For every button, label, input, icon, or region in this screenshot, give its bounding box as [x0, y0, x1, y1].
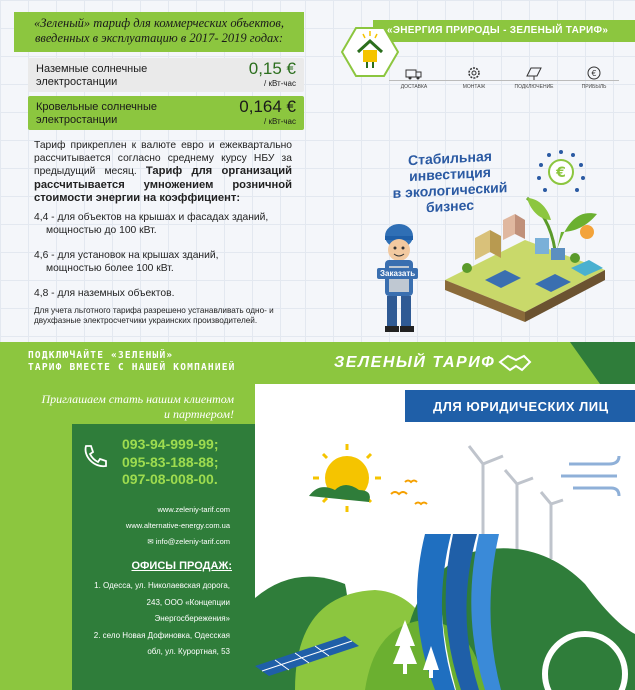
green-tariff-title: ЗЕЛЕНЫЙ ТАРИФ [334, 354, 496, 371]
band-stripes [560, 342, 635, 384]
phone-number[interactable]: 095-83-188-88; [122, 453, 219, 470]
step-label: ПРИБЫЛЬ [581, 84, 607, 90]
offices-title: ОФИСЫ ПРОДАЖ: [131, 560, 232, 572]
tariff-description-bold: Тариф для организаций рассчитывается умножением розничной стоимости энергии на коэффициент: [34, 165, 292, 204]
tariff-header: «Зеленый» тариф для коммерческих объектов, введенных в эксплуатацию в 2017- 2019 годах: [14, 12, 304, 52]
eco-city-illustration [305, 140, 635, 340]
web-links [76, 502, 230, 550]
invest-line: Стабильная инвестиция [408, 147, 492, 185]
invite-line: Приглашаем стать нашим клиентом [41, 392, 234, 406]
email-link[interactable] [76, 534, 230, 550]
rate-name: Кровельные солнечные электростанции [36, 101, 157, 126]
coefficient-item [34, 212, 292, 237]
coefficient-item [34, 250, 292, 275]
offices-list [70, 578, 230, 661]
truck-icon [405, 64, 423, 82]
website-link[interactable]: www.zeleniy-tarif.com [157, 505, 230, 514]
invest-line: в экологический бизнес [392, 178, 508, 216]
handshake-icon [498, 350, 532, 376]
office-line: 1. Одесса, ул. Николаевская дорога, [94, 581, 230, 590]
coefficient-line: 4,6 - для установок на крышах зданий, [34, 250, 219, 261]
band-slogan [28, 350, 236, 374]
office-line: 243, ООО «Концепции [146, 597, 230, 607]
svg-text:€: € [591, 69, 597, 78]
email-icon: ✉ [147, 537, 156, 546]
coefficient-item [34, 288, 292, 301]
email-text: info@zeleniy-tarif.com [155, 537, 230, 546]
rate-name: Наземные солнечные электростанции [36, 63, 148, 88]
coefficient-line: мощностью до 100 кВт. [46, 224, 157, 236]
phone-icon [80, 442, 108, 470]
meter-note: Для учета льготного тарифа разрешено устанавливать одно- и двухфазные электросчетчики украинских производителей. [34, 306, 274, 325]
step-delivery [389, 64, 439, 84]
phone-number[interactable]: 097-08-008-00. [122, 471, 218, 487]
tariff-info-panel [0, 0, 305, 342]
step-install [449, 64, 499, 84]
contacts-panel [0, 384, 255, 690]
step-connect [509, 64, 559, 84]
invite-line: и партнером! [164, 407, 234, 421]
energy-panel [305, 0, 635, 342]
rate-value: 0,15 € [248, 59, 296, 78]
step-label: ПОДКЛЮЧЕНИЕ [514, 84, 554, 90]
sun-icon [313, 444, 381, 512]
office-line: обл, ул. Курортная, 53 [147, 647, 230, 656]
phone-list [122, 436, 252, 489]
money-icon [585, 64, 603, 82]
rate-row-ground [28, 58, 304, 92]
gear-icon [465, 64, 483, 82]
coefficient-line: 4,8 - для наземных объектов. [34, 288, 175, 299]
website-link[interactable]: www.alternative-energy.com.ua [125, 521, 230, 530]
office-line: Энергосбережения» [154, 614, 230, 623]
rate-unit: / кВт-час [264, 117, 296, 126]
svg-text:€: € [556, 165, 566, 181]
legal-entities-title: ДЛЯ ЮРИДИЧЕСКИХ ЛИЦ [405, 390, 635, 422]
coefficient-line: 4,4 - для объектов на крышах и фасадах зданий, [34, 212, 269, 223]
rate-value: 0,164 € [239, 97, 296, 116]
tariff-description-plain: Тариф прикреплен к валюте евро и ежеквартально рассчитывается согласно среднему курсу НБУ за предыдущий месяц. [34, 140, 292, 177]
energy-title: «ЭНЕРГИЯ ПРИРОДЫ - ЗЕЛЕНЫЙ ТАРИФ» [373, 20, 635, 42]
invite-text [14, 392, 234, 422]
solar-panel-icon [525, 64, 543, 82]
step-label: ДОСТАВКА [400, 84, 428, 90]
slogan-band [0, 342, 635, 384]
coefficient-line: мощностью более 100 кВт. [46, 262, 174, 274]
landscape-illustration [255, 384, 635, 690]
tariff-description [34, 140, 292, 206]
step-profit [569, 64, 619, 84]
phone-number[interactable]: 093-94-999-99; [122, 436, 219, 452]
cover-illustration [255, 384, 635, 690]
band-slogan-line: ТАРИФ ВМЕСТЕ С НАШЕЙ КОМПАНИЕЙ [28, 362, 236, 373]
step-label: МОНТАЖ [462, 84, 486, 90]
rate-unit: / кВт-час [264, 79, 296, 88]
order-button[interactable]: Заказать [377, 268, 418, 279]
band-slogan-line: ПОДКЛЮЧАЙТЕ «ЗЕЛЕНЫЙ» [28, 350, 174, 361]
rate-row-roof [28, 96, 304, 130]
office-line: 2. село Новая Дофиновка, Одесская [93, 630, 230, 640]
